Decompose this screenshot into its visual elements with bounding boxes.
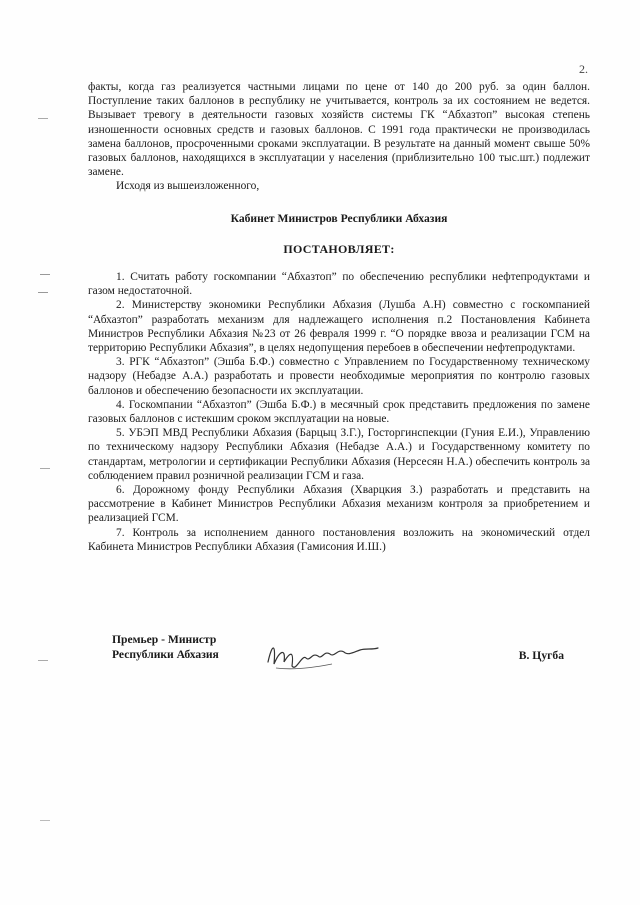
- resolution-item-2: 2. Министерству экономики Республики Абхазия (Лушба А.Н) совместно с госкомпанией “Абхазтоп” разработать механизм для надлежащего исполнения п.2 Постановления Кабинета Министров Республики Абхазия №23 от 26 февраля 1999 г. “О порядке ввоза и реализации ГСМ на территорию Республики Абхазия”, в целях недопущения перебоев в обеспечении нефтепродуктами.: [88, 299, 590, 355]
- resolution-item-7: 7. Контроль за исполнением данного постановления возложить на экономический отдел Кабинета Министров Республики Абхазия (Гамисония И.Ш.): [88, 526, 590, 553]
- resolves-heading: ПОСТАНОВЛЯЕТ:: [283, 241, 395, 256]
- signatory-title-line2: Республики Абхазия: [112, 648, 219, 661]
- intro-paragraph: факты, когда газ реализуется частными лицами по цене от 140 до 200 руб. за один баллон. Поступление таких баллонов в республику не учитывается, контроль за их состоянием не ведется. Вызывает тревогу в деятельности газовых хозяйств системы ГК “Абхазтоп” высокая степень изношенности основных средств и газовых баллонов. С 1991 года практически не производилась замена баллонов, просроченными сроками эксплуатации. В результате на данный момент свыше 50% газовых баллонов, находящихся в эксплуатации у населения (приблизительно 100 тыс.шт.) подлежит замене.: [88, 81, 590, 179]
- page-number: 2.: [579, 62, 588, 76]
- scan-mark: [40, 468, 50, 475]
- resolution-item-6: 6. Дорожному фонду Республики Абхазия (Хварцкия З.) разработать и представить на рассмотрение в Кабинет Министров Республики Абхазия механизм контроля за приобретением и реализацией ГСМ.: [88, 484, 590, 525]
- scan-mark: [38, 292, 48, 299]
- scan-mark: [40, 820, 50, 827]
- resolution-item-5: 5. УБЭП МВД Республики Абхазия (Барцыц З.Г.), Госторгинспекции (Гуния Е.И.), Управлению по техническому надзору Республики Абхазия (Небадзе А.А.) и Государственному комитету по стандартам, метрологии и сертификации Республики Абхазия (Нерсесян Н.А.) обеспечить контроль за соблюдением правил розничной реализации ГСМ и газа.: [88, 427, 590, 482]
- handwritten-signature: [262, 634, 382, 674]
- resolution-item-1: 1. Считать работу госкомпании “Абхазтоп” по обеспечению республики нефтепродуктами и газом недостаточной.: [88, 271, 590, 298]
- scan-mark: [38, 660, 48, 667]
- resolution-item-4: 4. Госкомпании “Абхазтоп” (Эшба Б.Ф.) в месячный срок представить предложения по замене газовых баллонов с истекшим сроком эксплуатации на новые.: [88, 398, 590, 426]
- signature-block: [112, 632, 590, 680]
- scan-mark: [40, 274, 50, 281]
- cabinet-heading: Кабинет Министров Республики Абхазия: [230, 211, 448, 225]
- scan-mark: [38, 118, 48, 125]
- signatory-name: В. Цугба: [518, 649, 564, 662]
- document-body: [88, 80, 590, 554]
- signatory-title-line1: Премьер - Министр: [112, 633, 217, 646]
- resolution-item-3: 3. РГК “Абхазтоп” (Эшба Б.Ф.) совместно с Управлением по Государственному техническому надзору (Небадзе А.А.) разработать и провести необходимые мероприятия по контролю газовых баллонов и обеспечению безопасности их эксплуатации.: [88, 356, 590, 397]
- signatory-title: [112, 632, 219, 662]
- conclusion-line: Исходя из вышеизложенного,: [116, 180, 260, 193]
